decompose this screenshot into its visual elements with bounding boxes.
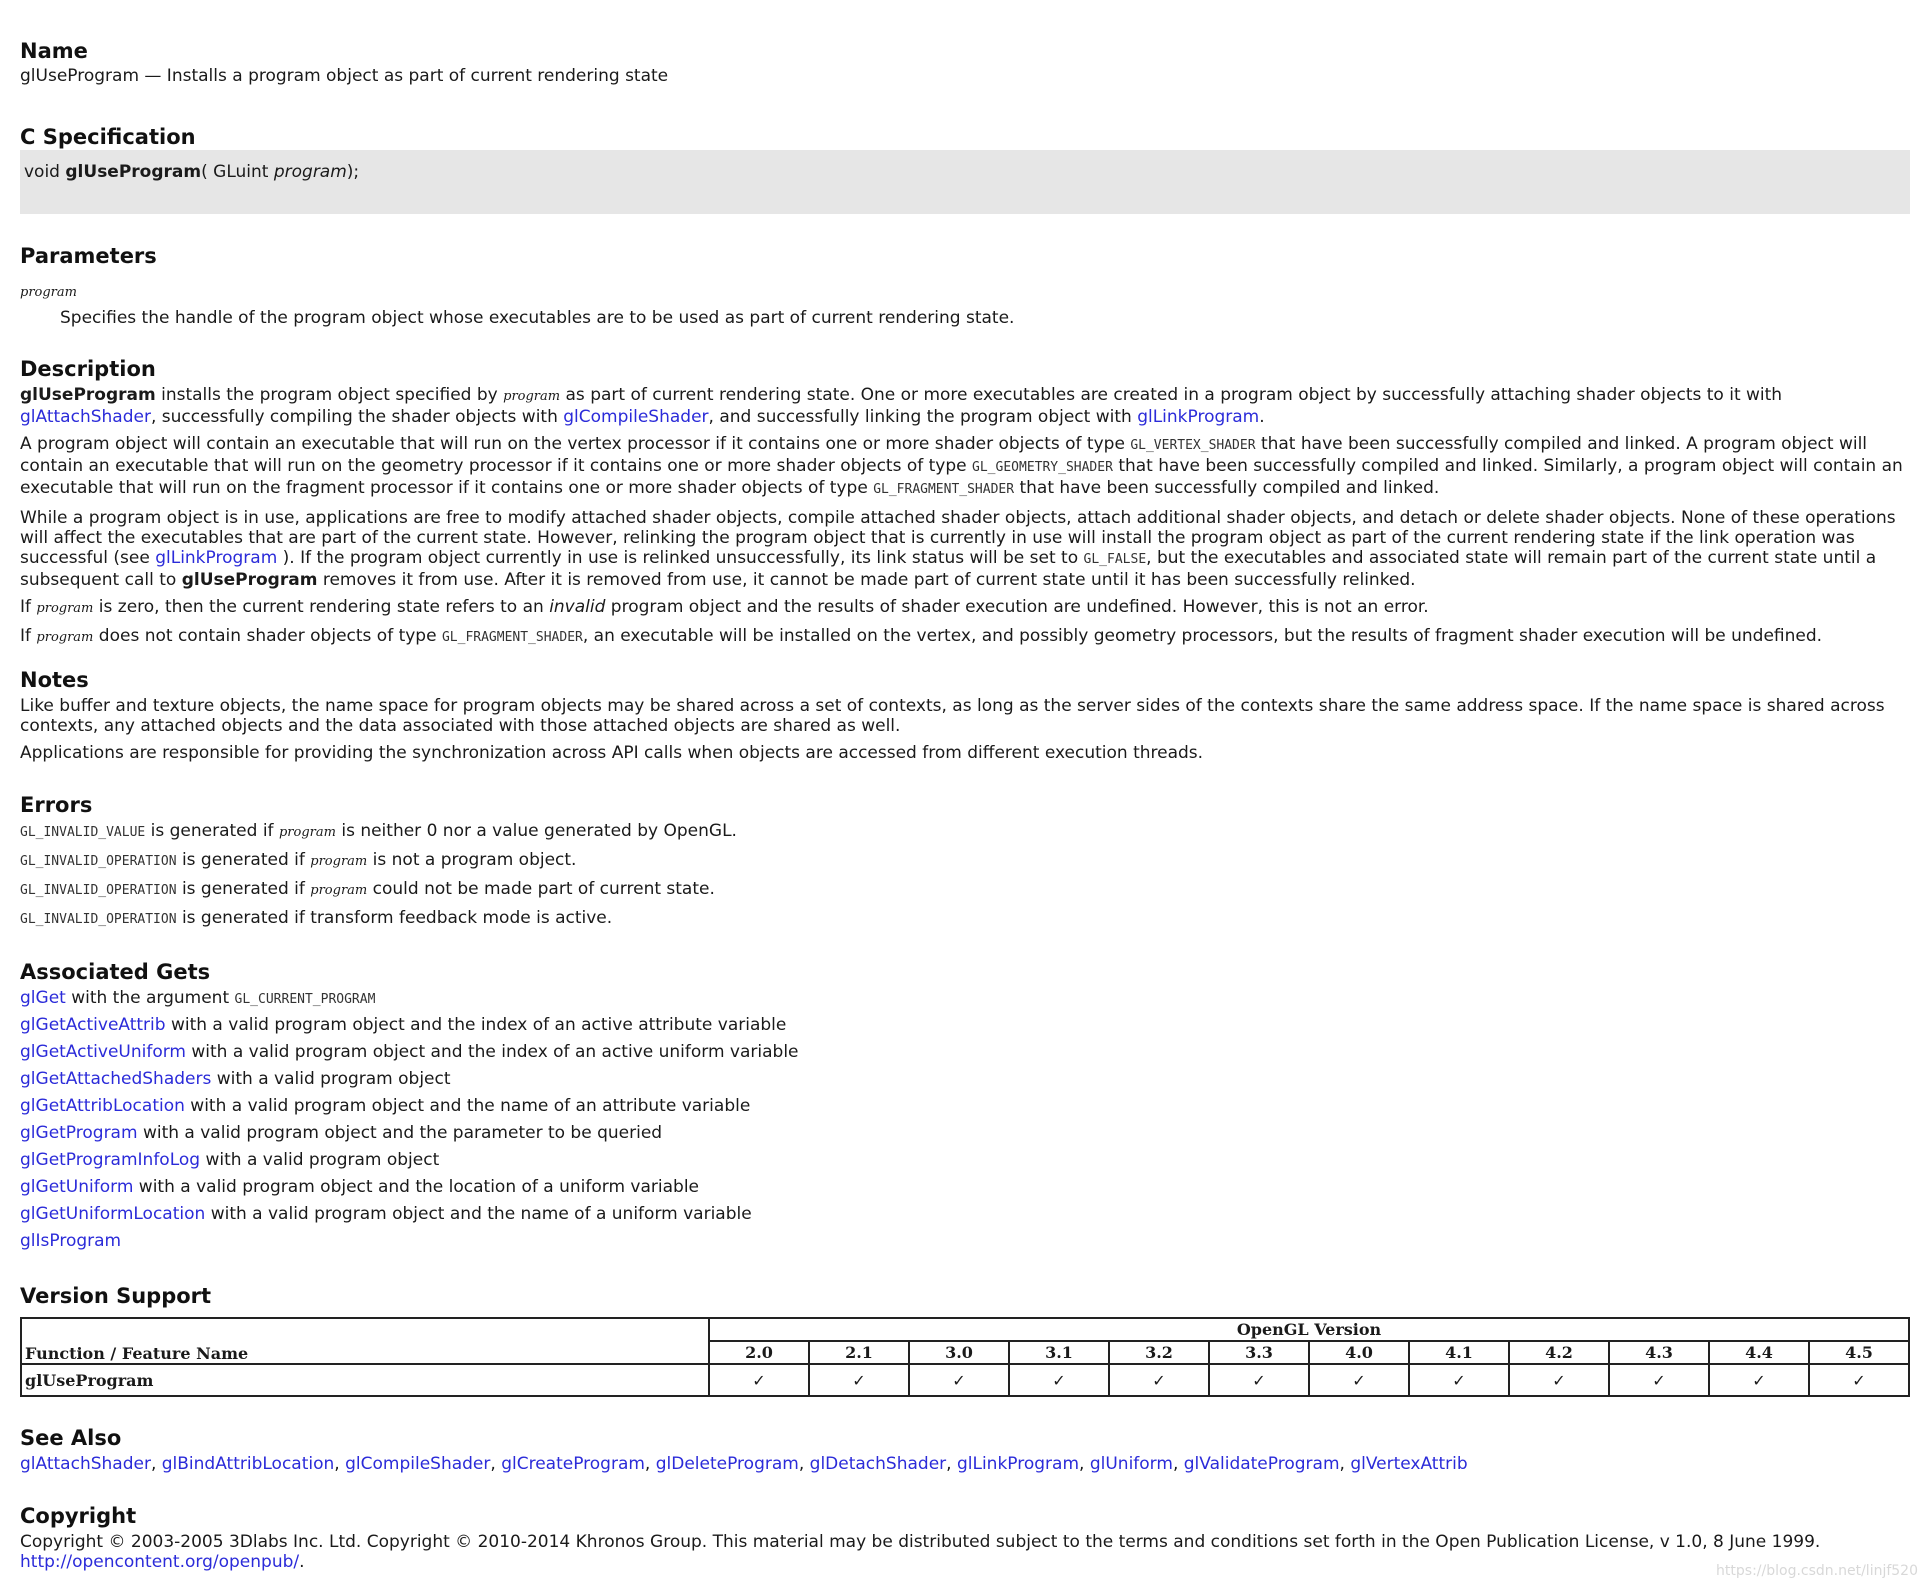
version-support-heading: Version Support — [20, 1284, 212, 1308]
link-gluniform[interactable]: glUniform — [1089, 1454, 1173, 1474]
gets-item — [20, 1231, 1910, 1258]
associated-gets-list — [20, 988, 1910, 1258]
version-header: 3.2 — [1109, 1341, 1209, 1364]
link-glget[interactable]: glGet — [20, 988, 66, 1008]
link-gllinkprogram-2[interactable]: glLinkProgram — [155, 548, 278, 568]
checkmark-icon: ✓ — [1509, 1364, 1609, 1396]
version-header: 3.3 — [1209, 1341, 1309, 1364]
link-glcompileshader[interactable]: glCompileShader — [563, 407, 709, 427]
checkmark-icon: ✓ — [1709, 1364, 1809, 1396]
name-heading: Name — [20, 39, 88, 63]
name-text: glUseProgram — Installs a program object as part of current rendering state — [20, 66, 669, 86]
notes-paragraph-1: Like buffer and texture objects, the name space for program objects may be shared across a set of contexts, as long as the server sides of the contexts share the same address space. If the name space is shared across contexts, any attached objects and the data associated with those attached objects are shared as well. — [20, 696, 1885, 736]
checkmark-icon: ✓ — [709, 1364, 809, 1396]
version-header: 4.5 — [1809, 1341, 1909, 1364]
checkmark-icon: ✓ — [1109, 1364, 1209, 1396]
table-row — [21, 1364, 1909, 1396]
version-header: 4.1 — [1409, 1341, 1509, 1364]
link-gldeleteprogram[interactable]: glDeleteProgram — [655, 1454, 799, 1474]
gets-item: glGetActiveAttrib with a valid program object and the index of an active attribute variable — [20, 1015, 787, 1035]
description-paragraph-4: If program is zero, then the current rendering state refers to an invalid program object and the results of shader execution are undefined. However, this is not an error. — [20, 597, 1429, 617]
opengl-version-header: OpenGL Version — [709, 1318, 1909, 1341]
cspec-section — [20, 124, 1910, 150]
version-header: 4.3 — [1609, 1341, 1709, 1364]
description-paragraph-5: If program does not contain shader objects of type GL_FRAGMENT_SHADER, an executable will be installed on the vertex, and possibly geometry processors, but the results of fragment shader execution will be undefined. — [20, 626, 1823, 646]
link-glvalidateprogram[interactable]: glValidateProgram — [1183, 1454, 1340, 1474]
description-paragraph-3: While a program object is in use, applications are free to modify attached shader objects, compile attached shader objects, attach additional shader objects, and detach or delete shader objects. None of these operations will affect the executables that are part of the current state. However, relinking the program object that is currently in use will install the program object as part of the current rendering state if the link operation was successful (see glLinkProgram ). If the program object currently in use is relinked unsuccessfully, its link status will be set to GL_FALSE, but the executables and associated state will remain part of the current state until a subsequent call to glUseProgram removes it from use. After it is removed from use, it cannot be made part of current state until it has been successfully relinked. — [20, 508, 1896, 590]
link-glcompileshader-see[interactable]: glCompileShader — [345, 1454, 491, 1474]
link-glgetactiveuniform[interactable]: glGetActiveUniform — [20, 1042, 186, 1062]
gets-item: glGetProgram with a valid program object and the parameter to be queried — [20, 1123, 663, 1143]
watermark: https://blog.csdn.net/linjf520 — [1716, 1563, 1918, 1579]
associated-gets-section — [20, 959, 1910, 1258]
link-glvertexattrib[interactable]: glVertexAttrib — [1350, 1454, 1468, 1474]
version-header: 4.0 — [1309, 1341, 1409, 1364]
see-also-section — [20, 1425, 1910, 1474]
errors-heading: Errors — [20, 793, 93, 817]
link-glgetactiveattrib[interactable]: glGetActiveAttrib — [20, 1015, 166, 1035]
gets-item: glGet with the argument GL_CURRENT_PROGRAM — [20, 988, 376, 1008]
version-header: 4.2 — [1509, 1341, 1609, 1364]
feature-name-header: Function / Feature Name — [21, 1318, 709, 1364]
gets-item: glGetAttribLocation with a valid program object and the name of an attribute variable — [20, 1096, 751, 1116]
link-glattachshader-see[interactable]: glAttachShader — [20, 1454, 151, 1474]
checkmark-icon: ✓ — [909, 1364, 1009, 1396]
checkmark-icon: ✓ — [1609, 1364, 1709, 1396]
table-header-row — [21, 1318, 1909, 1341]
copyright-heading: Copyright — [20, 1504, 137, 1528]
version-header: 2.0 — [709, 1341, 809, 1364]
link-glgetprogram[interactable]: glGetProgram — [20, 1123, 138, 1143]
error-item: GL_INVALID_VALUE is generated if program is neither 0 nor a value generated by OpenGL. — [20, 821, 737, 841]
checkmark-icon: ✓ — [1809, 1364, 1909, 1396]
associated-gets-heading: Associated Gets — [20, 960, 211, 984]
gets-item: glGetAttachedShaders with a valid program object — [20, 1069, 451, 1089]
error-item: GL_INVALID_OPERATION is generated if program is not a program object. — [20, 850, 577, 870]
name-section — [20, 38, 1910, 86]
version-header: 3.1 — [1009, 1341, 1109, 1364]
error-item: GL_INVALID_OPERATION is generated if program could not be made part of current state. — [20, 879, 715, 899]
link-glattachshader[interactable]: glAttachShader — [20, 407, 151, 427]
synopsis-code: void glUseProgram( GLuint program); — [24, 162, 360, 182]
link-glcreateprogram[interactable]: glCreateProgram — [501, 1454, 645, 1474]
parameter-term: program — [20, 285, 77, 300]
notes-section — [20, 667, 1910, 763]
link-glgetuniform[interactable]: glGetUniform — [20, 1177, 134, 1197]
cspec-heading: C Specification — [20, 125, 196, 149]
link-gldetachshader[interactable]: glDetachShader — [809, 1454, 947, 1474]
parameters-heading: Parameters — [20, 244, 157, 268]
errors-list — [20, 821, 1910, 937]
errors-section — [20, 792, 1910, 937]
function-synopsis — [20, 150, 1910, 214]
function-name-cell: glUseProgram — [21, 1364, 709, 1396]
link-glgetattriblocation[interactable]: glGetAttribLocation — [20, 1096, 185, 1116]
description-section — [20, 356, 1910, 648]
version-header: 2.1 — [809, 1341, 909, 1364]
gets-item: glGetProgramInfoLog with a valid program object — [20, 1150, 440, 1170]
checkmark-icon: ✓ — [809, 1364, 909, 1396]
version-header: 3.0 — [909, 1341, 1009, 1364]
version-header: 4.4 — [1709, 1341, 1809, 1364]
link-gllinkprogram[interactable]: glLinkProgram — [1137, 407, 1260, 427]
link-glisprogram[interactable]: glIsProgram — [20, 1231, 122, 1251]
gets-item: glGetUniformLocation with a valid program object and the name of a uniform variable — [20, 1204, 752, 1224]
description-paragraph-1: glUseProgram installs the program object specified by program as part of current rendering state. One or more executables are created in a program object by successfully attaching shader objects to it with glAttachShader, successfully compiling the shader objects with glCompileShader, and successfully linking the program object with glLinkProgram. — [20, 385, 1783, 427]
link-glgetprograminfolog[interactable]: glGetProgramInfoLog — [20, 1150, 201, 1170]
link-glgetuniformlocation[interactable]: glGetUniformLocation — [20, 1204, 206, 1224]
version-support-table — [20, 1317, 1910, 1397]
description-paragraph-2: A program object will contain an executable that will run on the vertex processor if it contains one or more shader objects of type GL_VERTEX_SHADER that have been successfully compiled and linked. A program object will contain an executable that will run on the geometry processor if it contains one or more shader objects of type GL_GEOMETRY_SHADER that have been successfully compiled and linked. Similarly, a program object will contain an executable that will run on the fragment processor if it contains one or more shader objects of type GL_FRAGMENT_SHADER that have been successfully compiled and linked. — [20, 434, 1903, 498]
gets-item: glGetUniform with a valid program object and the location of a uniform variable — [20, 1177, 700, 1197]
link-glbindattriblocation[interactable]: glBindAttribLocation — [161, 1454, 335, 1474]
copyright-section — [20, 1503, 1910, 1572]
parameters-section — [20, 243, 1910, 269]
checkmark-icon: ✓ — [1409, 1364, 1509, 1396]
checkmark-icon: ✓ — [1209, 1364, 1309, 1396]
link-openpub[interactable]: http://opencontent.org/openpub/ — [20, 1552, 300, 1572]
parameter-description: Specifies the handle of the program object whose executables are to be used as part of current rendering state. — [60, 308, 1015, 328]
link-glgetattachedshaders[interactable]: glGetAttachedShaders — [20, 1069, 212, 1089]
see-also-heading: See Also — [20, 1426, 122, 1450]
description-heading: Description — [20, 357, 156, 381]
checkmark-icon: ✓ — [1009, 1364, 1109, 1396]
notes-paragraph-2: Applications are responsible for providing the synchronization across API calls when objects are accessed from different execution threads. — [20, 743, 1204, 763]
link-gllinkprogram-see[interactable]: glLinkProgram — [956, 1454, 1080, 1474]
version-support-section — [20, 1283, 1910, 1309]
see-also-links: glAttachShader, glBindAttribLocation, glCompileShader, glCreateProgram, glDeleteProgram, glDetachShader, glLinkProgram, glUniform, glValidateProgram, glVertexAttrib — [20, 1454, 1468, 1474]
notes-heading: Notes — [20, 668, 89, 692]
gets-item: glGetActiveUniform with a valid program object and the index of an active uniform variable — [20, 1042, 799, 1062]
error-item: GL_INVALID_OPERATION is generated if transform feedback mode is active. — [20, 908, 613, 928]
checkmark-icon: ✓ — [1309, 1364, 1409, 1396]
copyright-text: Copyright © 2003-2005 3Dlabs Inc. Ltd. Copyright © 2010-2014 Khronos Group. This material may be distributed subject to the terms and conditions set forth in the Open Publication License, v 1.0, 8 June 1999. http://opencontent.org/openpub/. — [20, 1532, 1821, 1572]
